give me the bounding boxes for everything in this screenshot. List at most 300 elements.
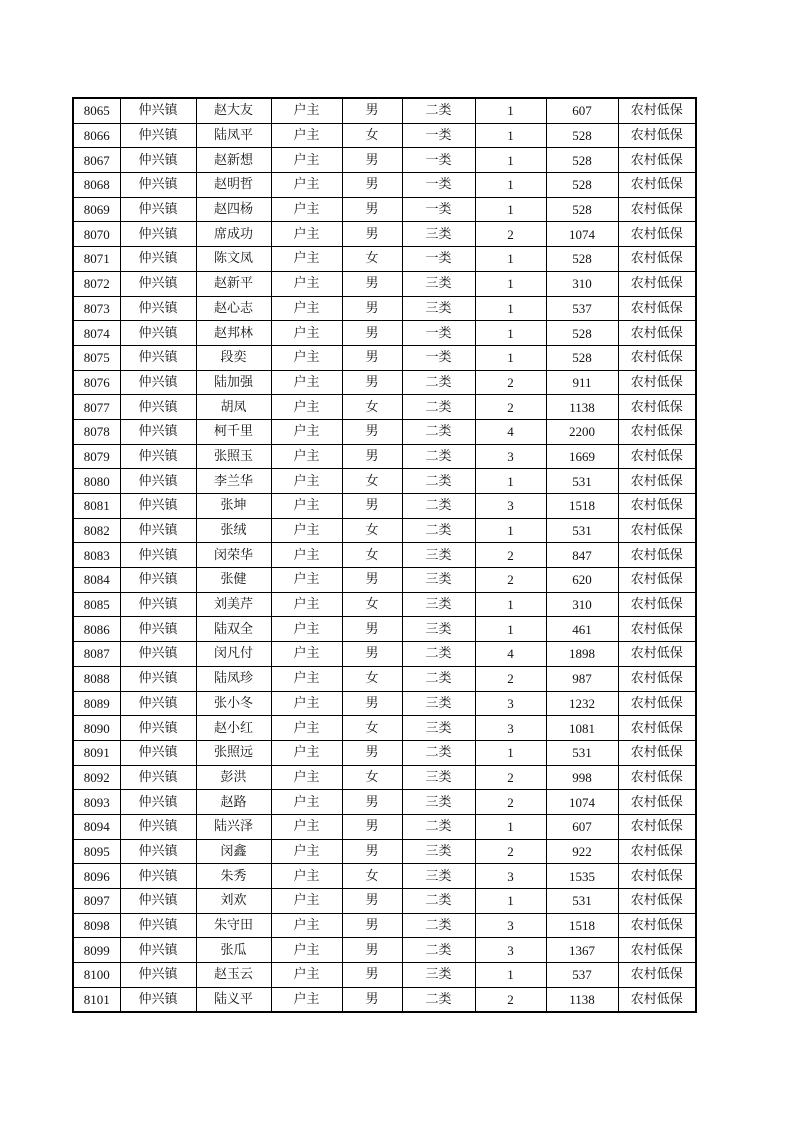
category-cell: 一类 — [402, 148, 475, 173]
record-number-cell: 8100 — [73, 963, 120, 988]
name-cell: 赵路 — [196, 790, 271, 815]
relation-cell: 户主 — [271, 617, 342, 642]
table-row — [73, 987, 696, 1012]
category-cell: 一类 — [402, 345, 475, 370]
table-row — [73, 790, 696, 815]
table-row — [73, 123, 696, 148]
relation-cell: 户主 — [271, 247, 342, 272]
category-cell: 三类 — [402, 963, 475, 988]
amount-cell: 987 — [546, 666, 618, 691]
category-cell: 二类 — [402, 444, 475, 469]
household-size-cell: 1 — [475, 271, 546, 296]
name-cell: 张小冬 — [196, 691, 271, 716]
table-row — [73, 98, 696, 123]
amount-cell: 2200 — [546, 419, 618, 444]
amount-cell: 1138 — [546, 987, 618, 1012]
town-cell: 仲兴镇 — [120, 370, 196, 395]
category-cell: 一类 — [402, 173, 475, 198]
town-cell: 仲兴镇 — [120, 666, 196, 691]
relation-cell: 户主 — [271, 839, 342, 864]
record-number-cell: 8084 — [73, 568, 120, 593]
category-cell: 三类 — [402, 568, 475, 593]
relation-cell: 户主 — [271, 395, 342, 420]
program-cell: 农村低保 — [618, 469, 696, 494]
category-cell: 二类 — [402, 98, 475, 123]
record-number-cell: 8091 — [73, 740, 120, 765]
relation-cell: 户主 — [271, 716, 342, 741]
table-row — [73, 839, 696, 864]
gender-cell: 女 — [342, 395, 402, 420]
relation-cell: 户主 — [271, 543, 342, 568]
gender-cell: 男 — [342, 494, 402, 519]
table-row — [73, 444, 696, 469]
program-cell: 农村低保 — [618, 543, 696, 568]
category-cell: 二类 — [402, 740, 475, 765]
household-size-cell: 1 — [475, 518, 546, 543]
record-number-cell: 8093 — [73, 790, 120, 815]
name-cell: 赵明哲 — [196, 173, 271, 198]
program-cell: 农村低保 — [618, 345, 696, 370]
program-cell: 农村低保 — [618, 370, 696, 395]
program-cell: 农村低保 — [618, 148, 696, 173]
table-row — [73, 518, 696, 543]
household-size-cell: 1 — [475, 173, 546, 198]
record-number-cell: 8078 — [73, 419, 120, 444]
name-cell: 赵新想 — [196, 148, 271, 173]
household-size-cell: 1 — [475, 321, 546, 346]
amount-cell: 1074 — [546, 790, 618, 815]
program-cell: 农村低保 — [618, 864, 696, 889]
category-cell: 二类 — [402, 987, 475, 1012]
relation-cell: 户主 — [271, 321, 342, 346]
relation-cell: 户主 — [271, 642, 342, 667]
town-cell: 仲兴镇 — [120, 345, 196, 370]
relation-cell: 户主 — [271, 889, 342, 914]
town-cell: 仲兴镇 — [120, 987, 196, 1012]
gender-cell: 女 — [342, 469, 402, 494]
category-cell: 二类 — [402, 494, 475, 519]
table-row — [73, 889, 696, 914]
category-cell: 二类 — [402, 419, 475, 444]
name-cell: 刘美芹 — [196, 592, 271, 617]
record-number-cell: 8094 — [73, 814, 120, 839]
record-number-cell: 8072 — [73, 271, 120, 296]
program-cell: 农村低保 — [618, 123, 696, 148]
name-cell: 张坤 — [196, 494, 271, 519]
town-cell: 仲兴镇 — [120, 913, 196, 938]
gender-cell: 女 — [342, 765, 402, 790]
record-number-cell: 8096 — [73, 864, 120, 889]
category-cell: 三类 — [402, 716, 475, 741]
town-cell: 仲兴镇 — [120, 419, 196, 444]
program-cell: 农村低保 — [618, 444, 696, 469]
record-number-cell: 8076 — [73, 370, 120, 395]
town-cell: 仲兴镇 — [120, 148, 196, 173]
record-number-cell: 8095 — [73, 839, 120, 864]
household-size-cell: 1 — [475, 592, 546, 617]
household-size-cell: 3 — [475, 864, 546, 889]
program-cell: 农村低保 — [618, 173, 696, 198]
household-size-cell: 3 — [475, 691, 546, 716]
gender-cell: 男 — [342, 222, 402, 247]
town-cell: 仲兴镇 — [120, 247, 196, 272]
name-cell: 赵大友 — [196, 98, 271, 123]
record-number-cell: 8081 — [73, 494, 120, 519]
record-number-cell: 8098 — [73, 913, 120, 938]
table-row — [73, 173, 696, 198]
amount-cell: 1081 — [546, 716, 618, 741]
record-number-cell: 8065 — [73, 98, 120, 123]
household-size-cell: 1 — [475, 123, 546, 148]
table-row — [73, 345, 696, 370]
name-cell: 赵邦林 — [196, 321, 271, 346]
name-cell: 李兰华 — [196, 469, 271, 494]
town-cell: 仲兴镇 — [120, 222, 196, 247]
relation-cell: 户主 — [271, 173, 342, 198]
relation-cell: 户主 — [271, 469, 342, 494]
program-cell: 农村低保 — [618, 296, 696, 321]
town-cell: 仲兴镇 — [120, 839, 196, 864]
name-cell: 陈文凤 — [196, 247, 271, 272]
town-cell: 仲兴镇 — [120, 938, 196, 963]
name-cell: 刘欢 — [196, 889, 271, 914]
gender-cell: 男 — [342, 98, 402, 123]
gender-cell: 男 — [342, 987, 402, 1012]
relation-cell: 户主 — [271, 592, 342, 617]
amount-cell: 531 — [546, 518, 618, 543]
category-cell: 二类 — [402, 518, 475, 543]
town-cell: 仲兴镇 — [120, 617, 196, 642]
household-size-cell: 2 — [475, 543, 546, 568]
program-cell: 农村低保 — [618, 666, 696, 691]
category-cell: 三类 — [402, 271, 475, 296]
town-cell: 仲兴镇 — [120, 543, 196, 568]
household-size-cell: 3 — [475, 494, 546, 519]
table-row — [73, 913, 696, 938]
name-cell: 段奕 — [196, 345, 271, 370]
household-size-cell: 1 — [475, 814, 546, 839]
program-cell: 农村低保 — [618, 222, 696, 247]
table-row — [73, 370, 696, 395]
town-cell: 仲兴镇 — [120, 963, 196, 988]
relation-cell: 户主 — [271, 271, 342, 296]
amount-cell: 922 — [546, 839, 618, 864]
household-size-cell: 1 — [475, 148, 546, 173]
gender-cell: 女 — [342, 864, 402, 889]
program-cell: 农村低保 — [618, 592, 696, 617]
table-row — [73, 691, 696, 716]
table-row — [73, 395, 696, 420]
amount-cell: 607 — [546, 814, 618, 839]
name-cell: 陆加强 — [196, 370, 271, 395]
record-number-cell: 8090 — [73, 716, 120, 741]
name-cell: 闵凡付 — [196, 642, 271, 667]
gender-cell: 男 — [342, 617, 402, 642]
program-cell: 农村低保 — [618, 98, 696, 123]
record-number-cell: 8080 — [73, 469, 120, 494]
table-row — [73, 938, 696, 963]
category-cell: 二类 — [402, 395, 475, 420]
relation-cell: 户主 — [271, 370, 342, 395]
relation-cell: 户主 — [271, 123, 342, 148]
relation-cell: 户主 — [271, 691, 342, 716]
table-row — [73, 222, 696, 247]
program-cell: 农村低保 — [618, 617, 696, 642]
table-row — [73, 642, 696, 667]
town-cell: 仲兴镇 — [120, 642, 196, 667]
amount-cell: 528 — [546, 173, 618, 198]
record-number-cell: 8069 — [73, 197, 120, 222]
gender-cell: 男 — [342, 197, 402, 222]
record-number-cell: 8074 — [73, 321, 120, 346]
household-size-cell: 1 — [475, 617, 546, 642]
name-cell: 胡凤 — [196, 395, 271, 420]
name-cell: 张照玉 — [196, 444, 271, 469]
town-cell: 仲兴镇 — [120, 864, 196, 889]
category-cell: 三类 — [402, 864, 475, 889]
household-size-cell: 2 — [475, 568, 546, 593]
name-cell: 赵四杨 — [196, 197, 271, 222]
relation-cell: 户主 — [271, 864, 342, 889]
amount-cell: 1535 — [546, 864, 618, 889]
record-number-cell: 8099 — [73, 938, 120, 963]
amount-cell: 847 — [546, 543, 618, 568]
amount-cell: 1518 — [546, 913, 618, 938]
town-cell: 仲兴镇 — [120, 518, 196, 543]
category-cell: 二类 — [402, 913, 475, 938]
table-row — [73, 814, 696, 839]
table-row — [73, 247, 696, 272]
program-cell: 农村低保 — [618, 321, 696, 346]
program-cell: 农村低保 — [618, 271, 696, 296]
amount-cell: 528 — [546, 123, 618, 148]
program-cell: 农村低保 — [618, 987, 696, 1012]
name-cell: 朱守田 — [196, 913, 271, 938]
amount-cell: 528 — [546, 247, 618, 272]
record-number-cell: 8073 — [73, 296, 120, 321]
record-number-cell: 8088 — [73, 666, 120, 691]
household-size-cell: 1 — [475, 963, 546, 988]
name-cell: 赵小红 — [196, 716, 271, 741]
table-row — [73, 666, 696, 691]
household-size-cell: 2 — [475, 790, 546, 815]
name-cell: 席成功 — [196, 222, 271, 247]
household-size-cell: 3 — [475, 938, 546, 963]
gender-cell: 女 — [342, 518, 402, 543]
relation-cell: 户主 — [271, 148, 342, 173]
name-cell: 陆凤珍 — [196, 666, 271, 691]
amount-cell: 1074 — [546, 222, 618, 247]
household-size-cell: 1 — [475, 740, 546, 765]
relation-cell: 户主 — [271, 790, 342, 815]
program-cell: 农村低保 — [618, 814, 696, 839]
record-number-cell: 8092 — [73, 765, 120, 790]
relation-cell: 户主 — [271, 938, 342, 963]
relation-cell: 户主 — [271, 222, 342, 247]
category-cell: 二类 — [402, 642, 475, 667]
record-number-cell: 8079 — [73, 444, 120, 469]
household-size-cell: 1 — [475, 345, 546, 370]
town-cell: 仲兴镇 — [120, 568, 196, 593]
name-cell: 陆凤平 — [196, 123, 271, 148]
relation-cell: 户主 — [271, 98, 342, 123]
gender-cell: 男 — [342, 938, 402, 963]
record-number-cell: 8070 — [73, 222, 120, 247]
table-row — [73, 419, 696, 444]
program-cell: 农村低保 — [618, 889, 696, 914]
amount-cell: 310 — [546, 592, 618, 617]
program-cell: 农村低保 — [618, 963, 696, 988]
category-cell: 一类 — [402, 247, 475, 272]
program-cell: 农村低保 — [618, 839, 696, 864]
category-cell: 二类 — [402, 814, 475, 839]
program-cell: 农村低保 — [618, 197, 696, 222]
relation-cell: 户主 — [271, 197, 342, 222]
amount-cell: 461 — [546, 617, 618, 642]
registry-table — [72, 97, 697, 1013]
amount-cell: 528 — [546, 345, 618, 370]
town-cell: 仲兴镇 — [120, 296, 196, 321]
program-cell: 农村低保 — [618, 247, 696, 272]
gender-cell: 男 — [342, 271, 402, 296]
program-cell: 农村低保 — [618, 642, 696, 667]
category-cell: 一类 — [402, 321, 475, 346]
table-row — [73, 469, 696, 494]
name-cell: 陆兴泽 — [196, 814, 271, 839]
category-cell: 三类 — [402, 592, 475, 617]
relation-cell: 户主 — [271, 740, 342, 765]
table-row — [73, 592, 696, 617]
household-size-cell: 1 — [475, 98, 546, 123]
gender-cell: 女 — [342, 592, 402, 617]
table-row — [73, 148, 696, 173]
category-cell: 二类 — [402, 938, 475, 963]
table-row — [73, 765, 696, 790]
name-cell: 张绒 — [196, 518, 271, 543]
name-cell: 朱秀 — [196, 864, 271, 889]
household-size-cell: 2 — [475, 370, 546, 395]
town-cell: 仲兴镇 — [120, 592, 196, 617]
program-cell: 农村低保 — [618, 494, 696, 519]
amount-cell: 531 — [546, 469, 618, 494]
amount-cell: 528 — [546, 148, 618, 173]
amount-cell: 537 — [546, 296, 618, 321]
amount-cell: 998 — [546, 765, 618, 790]
relation-cell: 户主 — [271, 765, 342, 790]
record-number-cell: 8101 — [73, 987, 120, 1012]
category-cell: 二类 — [402, 469, 475, 494]
table-row — [73, 716, 696, 741]
table-row — [73, 568, 696, 593]
town-cell: 仲兴镇 — [120, 691, 196, 716]
gender-cell: 女 — [342, 716, 402, 741]
gender-cell: 男 — [342, 345, 402, 370]
relation-cell: 户主 — [271, 345, 342, 370]
household-size-cell: 4 — [475, 642, 546, 667]
relation-cell: 户主 — [271, 419, 342, 444]
program-cell: 农村低保 — [618, 938, 696, 963]
relation-cell: 户主 — [271, 666, 342, 691]
table-row — [73, 963, 696, 988]
table-row — [73, 296, 696, 321]
gender-cell: 男 — [342, 839, 402, 864]
relation-cell: 户主 — [271, 913, 342, 938]
gender-cell: 女 — [342, 666, 402, 691]
record-number-cell: 8075 — [73, 345, 120, 370]
record-number-cell: 8066 — [73, 123, 120, 148]
table-row — [73, 740, 696, 765]
town-cell: 仲兴镇 — [120, 197, 196, 222]
household-size-cell: 1 — [475, 197, 546, 222]
town-cell: 仲兴镇 — [120, 395, 196, 420]
town-cell: 仲兴镇 — [120, 123, 196, 148]
category-cell: 三类 — [402, 617, 475, 642]
amount-cell: 531 — [546, 740, 618, 765]
name-cell: 赵新平 — [196, 271, 271, 296]
gender-cell: 男 — [342, 568, 402, 593]
amount-cell: 607 — [546, 98, 618, 123]
amount-cell: 620 — [546, 568, 618, 593]
name-cell: 赵心志 — [196, 296, 271, 321]
table-row — [73, 543, 696, 568]
category-cell: 二类 — [402, 370, 475, 395]
gender-cell: 男 — [342, 814, 402, 839]
household-size-cell: 4 — [475, 419, 546, 444]
household-size-cell: 2 — [475, 395, 546, 420]
category-cell: 三类 — [402, 691, 475, 716]
relation-cell: 户主 — [271, 963, 342, 988]
record-number-cell: 8083 — [73, 543, 120, 568]
amount-cell: 1367 — [546, 938, 618, 963]
amount-cell: 1138 — [546, 395, 618, 420]
amount-cell: 1232 — [546, 691, 618, 716]
name-cell: 张健 — [196, 568, 271, 593]
gender-cell: 男 — [342, 790, 402, 815]
town-cell: 仲兴镇 — [120, 98, 196, 123]
program-cell: 农村低保 — [618, 691, 696, 716]
gender-cell: 男 — [342, 740, 402, 765]
town-cell: 仲兴镇 — [120, 716, 196, 741]
name-cell: 张照远 — [196, 740, 271, 765]
category-cell: 二类 — [402, 889, 475, 914]
relation-cell: 户主 — [271, 568, 342, 593]
relation-cell: 户主 — [271, 814, 342, 839]
amount-cell: 911 — [546, 370, 618, 395]
amount-cell: 1669 — [546, 444, 618, 469]
town-cell: 仲兴镇 — [120, 494, 196, 519]
town-cell: 仲兴镇 — [120, 740, 196, 765]
category-cell: 一类 — [402, 123, 475, 148]
amount-cell: 528 — [546, 197, 618, 222]
amount-cell: 1518 — [546, 494, 618, 519]
amount-cell: 310 — [546, 271, 618, 296]
program-cell: 农村低保 — [618, 740, 696, 765]
name-cell: 柯千里 — [196, 419, 271, 444]
record-number-cell: 8077 — [73, 395, 120, 420]
table-row — [73, 494, 696, 519]
household-size-cell: 2 — [475, 222, 546, 247]
category-cell: 三类 — [402, 222, 475, 247]
household-size-cell: 2 — [475, 765, 546, 790]
category-cell: 三类 — [402, 543, 475, 568]
amount-cell: 1898 — [546, 642, 618, 667]
record-number-cell: 8067 — [73, 148, 120, 173]
name-cell: 张瓜 — [196, 938, 271, 963]
gender-cell: 男 — [342, 148, 402, 173]
amount-cell: 537 — [546, 963, 618, 988]
record-number-cell: 8086 — [73, 617, 120, 642]
household-size-cell: 2 — [475, 839, 546, 864]
